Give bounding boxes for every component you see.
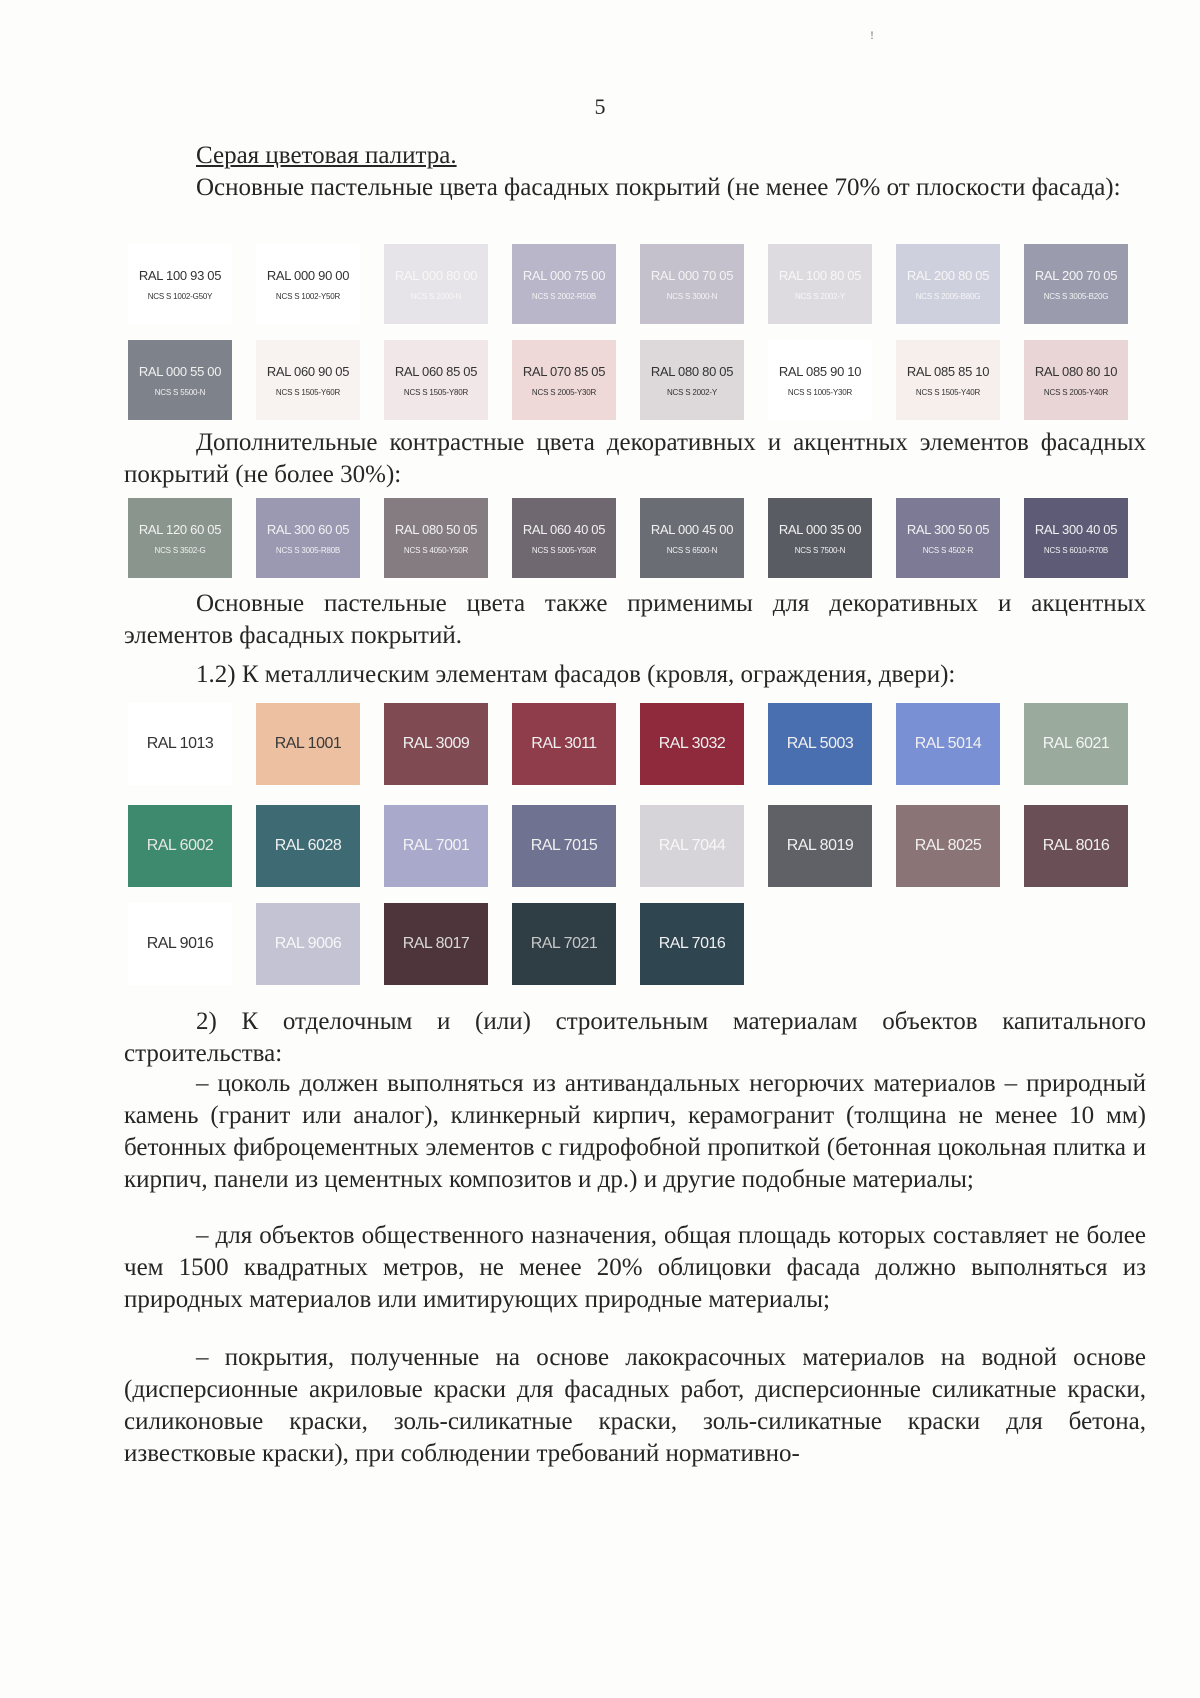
metal-swatch-row: [128, 805, 1128, 887]
ral-code: RAL 000 90 00: [266, 267, 350, 283]
color-swatch: [384, 498, 488, 578]
swatch-row: [128, 244, 1128, 324]
ral-code: RAL 060 40 05: [522, 521, 606, 537]
color-swatch: [768, 244, 872, 324]
ncs-code: NCS S 1505-Y60R: [275, 387, 341, 397]
metal-color-swatch: RAL 7001: [384, 805, 488, 887]
ral-code: RAL 000 70 05: [650, 267, 734, 283]
ral-code: RAL 100 80 05: [778, 267, 862, 283]
ral-code: RAL 080 50 05: [394, 521, 478, 537]
ral-code: RAL 000 80 00: [394, 267, 478, 283]
ncs-code: NCS S 2002-Y: [666, 387, 718, 397]
ral-code: RAL 300 40 05: [1034, 521, 1118, 537]
ncs-code: NCS S 2005-Y40R: [1043, 387, 1109, 397]
ral-code: RAL 085 90 10: [778, 363, 862, 379]
ncs-code: NCS S 1505-Y40R: [915, 387, 981, 397]
page-number: 5: [594, 94, 606, 119]
ncs-code: NCS S 5500-N: [154, 387, 206, 397]
color-swatch: [512, 340, 616, 420]
ncs-code: NCS S 2005-Y30R: [531, 387, 597, 397]
color-swatch: [128, 340, 232, 420]
ral-code: RAL 100 93 05: [138, 267, 222, 283]
metal-color-swatch: RAL 3032: [640, 703, 744, 785]
color-swatch: [256, 340, 360, 420]
materials-paragraph: 2) К отделочным и (или) строительным материалам объектов капитального строительства:: [124, 1008, 1146, 1067]
metal-color-swatch: RAL 8016: [1024, 805, 1128, 887]
swatch-row: [128, 340, 1128, 420]
color-swatch: [128, 498, 232, 578]
contrast-palette: [128, 498, 1128, 578]
ral-code: RAL 200 80 05: [906, 267, 990, 283]
ral-code: RAL 000 35 00: [778, 521, 862, 537]
color-swatch: [384, 244, 488, 324]
metal-palette: [128, 703, 1128, 1005]
section-heading: Серая цветовая палитра.: [196, 142, 457, 169]
ral-code: RAL 085 85 10: [906, 363, 990, 379]
ncs-code: NCS S 4050-Y50R: [403, 545, 469, 555]
ncs-code: NCS S 3005-B20G: [1043, 291, 1109, 301]
metal-color-swatch: RAL 1001: [256, 703, 360, 785]
ral-code: RAL 060 90 05: [266, 363, 350, 379]
metal-color-swatch: RAL 5003: [768, 703, 872, 785]
color-swatch: [640, 498, 744, 578]
contrast-paragraph: Дополнительные контрастные цвета декоративных и акцентных элементов фасадных покрытий (не более 30%):: [124, 429, 1146, 488]
color-swatch: [640, 244, 744, 324]
ncs-code: NCS S 1505-Y80R: [403, 387, 469, 397]
intro-paragraph: Основные пастельные цвета фасадных покрытий (не менее 70% от плоскости фасада):: [196, 174, 1121, 201]
metal-color-swatch: RAL 6002: [128, 805, 232, 887]
color-swatch: [768, 340, 872, 420]
ral-code: RAL 080 80 10: [1034, 363, 1118, 379]
ral-code: RAL 000 45 00: [650, 521, 734, 537]
metal-color-swatch: RAL 7016: [640, 903, 744, 985]
color-swatch: [256, 244, 360, 324]
color-swatch: [512, 244, 616, 324]
metal-color-swatch: RAL 5014: [896, 703, 1000, 785]
ral-code: RAL 070 85 05: [522, 363, 606, 379]
metal-color-swatch: RAL 6021: [1024, 703, 1128, 785]
metal-color-swatch: RAL 8017: [384, 903, 488, 985]
swatch-row: [128, 498, 1128, 578]
metal-color-swatch: RAL 3009: [384, 703, 488, 785]
ncs-code: NCS S 3502-G: [154, 545, 206, 555]
metal-color-swatch: RAL 7021: [512, 903, 616, 985]
color-swatch: [768, 498, 872, 578]
corner-mark: !: [870, 28, 874, 42]
color-swatch: [128, 244, 232, 324]
ral-code: RAL 000 75 00: [522, 267, 606, 283]
ncs-code: NCS S 2002-R50B: [531, 291, 597, 301]
ral-code: RAL 120 60 05: [138, 521, 222, 537]
metal-color-swatch: RAL 8019: [768, 805, 872, 887]
color-swatch: [384, 340, 488, 420]
ncs-code: NCS S 7500-N: [794, 545, 846, 555]
metal-swatch-row: [128, 903, 1128, 985]
bullet-plinth: – цоколь должен выполняться из антивандальных негорючих материалов – природный камень (гранит или аналог), клинкерный кирпич, керамогранит (толщина не менее 10 мм) бетонных фиброцементных элементов с гидрофобной пропиткой (бетонная цокольная плитка и кирпич, панели из цементных композитов и др.) и другие подобные материалы;: [124, 1070, 1146, 1193]
metal-color-swatch: RAL 7044: [640, 805, 744, 887]
ral-code: RAL 300 50 05: [906, 521, 990, 537]
metal-color-swatch: RAL 1013: [128, 703, 232, 785]
ncs-code: NCS S 1002-G50Y: [147, 291, 213, 301]
ncs-code: NCS S 4502-R: [922, 545, 974, 555]
ral-code: RAL 080 80 05: [650, 363, 734, 379]
metal-color-swatch: RAL 9016: [128, 903, 232, 985]
ncs-code: NCS S 2005-B80G: [915, 291, 981, 301]
ncs-code: NCS S 3000-N: [666, 291, 718, 301]
color-swatch: [640, 340, 744, 420]
color-swatch: [1024, 244, 1128, 324]
ncs-code: NCS S 1002-Y50R: [275, 291, 341, 301]
ncs-code: NCS S 5005-Y50R: [531, 545, 597, 555]
metal-color-swatch: RAL 3011: [512, 703, 616, 785]
ncs-code: NCS S 2000-N: [410, 291, 462, 301]
color-swatch: [896, 498, 1000, 578]
metal-color-swatch: RAL 7015: [512, 805, 616, 887]
ncs-code: NCS S 1005-Y30R: [787, 387, 853, 397]
ral-code: RAL 300 60 05: [266, 521, 350, 537]
color-swatch: [1024, 498, 1128, 578]
pastel-palette: [128, 244, 1128, 420]
ral-code: RAL 060 85 05: [394, 363, 478, 379]
color-swatch: [896, 244, 1000, 324]
ncs-code: NCS S 6500-N: [666, 545, 718, 555]
color-swatch: [896, 340, 1000, 420]
color-swatch: [512, 498, 616, 578]
ral-code: RAL 200 70 05: [1034, 267, 1118, 283]
metal-color-swatch: RAL 6028: [256, 805, 360, 887]
metal-color-swatch: RAL 8025: [896, 805, 1000, 887]
metal-swatch-row: [128, 703, 1128, 785]
also-applicable-paragraph: Основные пастельные цвета также применимы для декоративных и акцентных элементов фасадных покрытий.: [124, 590, 1146, 649]
ncs-code: NCS S 3005-R80B: [275, 545, 341, 555]
color-swatch: [256, 498, 360, 578]
ral-code: RAL 000 55 00: [138, 363, 222, 379]
metal-color-swatch: RAL 9006: [256, 903, 360, 985]
bullet-public-objects: – для объектов общественного назначения, общая площадь которых составляет не более чем 1500 квадратных метров, не менее 20% облицовки фасада должно выполняться из природных материалов или имитирующих природные материалы;: [124, 1222, 1146, 1313]
color-swatch: [1024, 340, 1128, 420]
bullet-coatings: – покрытия, полученные на основе лакокрасочных материалов на водной основе (дисперсионные акриловые краски для фасадных работ, дисперсионные силикатные краски, силиконовые краски, золь-силикатные краски, золь-силикатные краски для бетона, известковые краски), при соблюдении требований нормативно-: [124, 1344, 1146, 1467]
metal-paragraph: 1.2) К металлическим элементам фасадов (кровля, ограждения, двери):: [196, 661, 956, 688]
ncs-code: NCS S 6010-R70B: [1043, 545, 1109, 555]
ncs-code: NCS S 2002-Y: [794, 291, 846, 301]
